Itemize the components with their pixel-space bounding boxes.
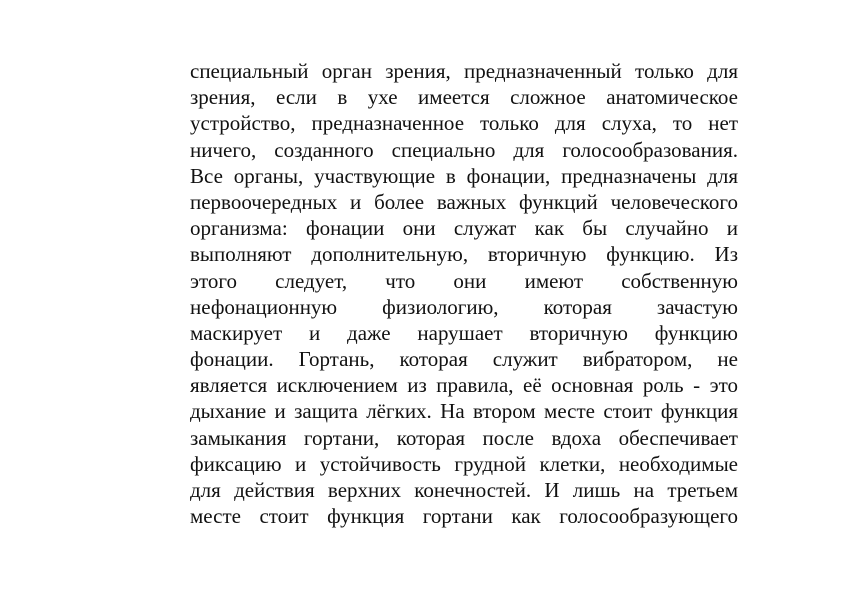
- text-line: является исключением из правила, её основная роль - это: [190, 373, 738, 398]
- text-line: устройство, предназначенное только для слуха, то нет: [190, 111, 738, 136]
- text-line: месте стоит функция гортани как голосообразующего: [190, 504, 738, 529]
- text-line: для действия верхних конечностей. И лишь на третьем: [190, 478, 738, 502]
- body-text: [190, 58, 738, 529]
- text-line: фиксацию и устойчивость грудной клетки, необходимые: [190, 451, 738, 476]
- text-line: ничего, созданного специально для голосообразования.: [190, 137, 738, 162]
- text-line: фонации. Гортань, которая служит вибратором, не: [190, 347, 738, 372]
- text-line: маскирует и даже нарушает вторичную функцию: [190, 320, 738, 345]
- text-line: выполняют дополнительную, вторичную функцию. Из: [190, 242, 738, 267]
- text-line: Все органы, участвующие в фонации, предназначены для: [190, 163, 738, 188]
- text-line: первоочередных и более важных функций человеческого: [190, 189, 738, 214]
- text-line: нефонационную физиологию, которая зачастую: [190, 294, 738, 319]
- text-line: замыкания гортани, которая после вдоха обеспечивает: [190, 425, 738, 450]
- text-line: организма: фонации они служат как бы случайно и: [190, 216, 738, 241]
- text-line: дыхание и защита лёгких. На втором месте стоит функция: [190, 399, 738, 424]
- text-line: зрения, если в ухе имеется сложное анатомическое: [190, 85, 738, 110]
- text-line: специальный орган зрения, предназначенный только для: [190, 59, 738, 83]
- text-line: этого следует, что они имеют собственную: [190, 268, 738, 293]
